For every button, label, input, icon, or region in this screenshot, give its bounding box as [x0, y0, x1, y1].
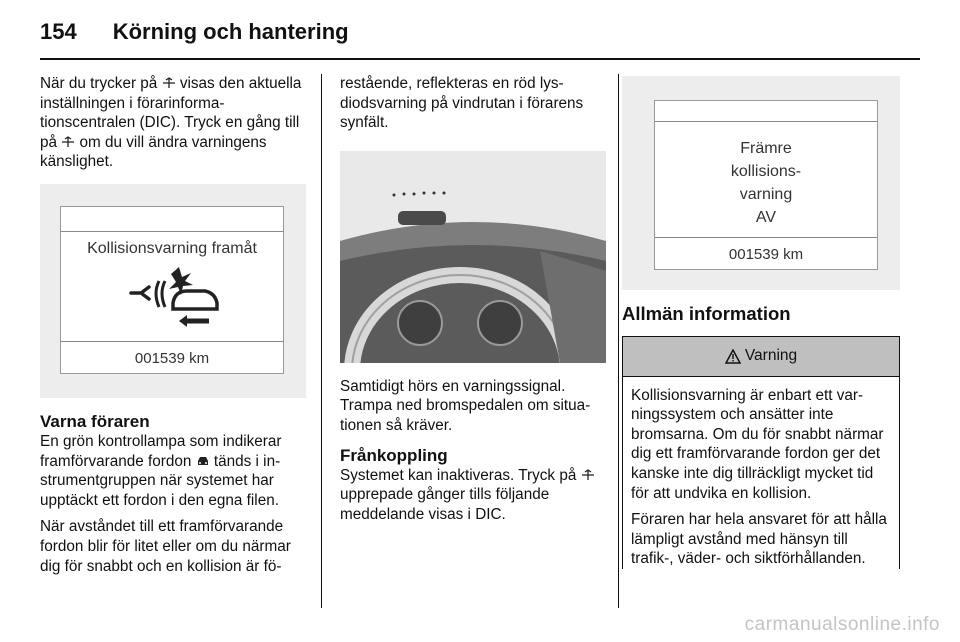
- deactivate-paragraph: Systemet kan inaktiveras. Tryck på upprepade gånger tills följande meddelande visas i DIC.: [340, 466, 606, 525]
- screen-title: Kollisionsvarning framåt: [87, 239, 257, 257]
- distance-paragraph: När avståndet till ett framförvarande fordon blir för litet eller om du närmar dig för snabbt och en kollision är fö-: [40, 518, 291, 575]
- steering-wheel-button-icon: [61, 136, 75, 148]
- intro-paragraph: När du trycker på visas den aktuella inställningen i förarinformationscentralen (DIC). Tryck en gång till på om du vill ändra varningens känslighet.: [40, 75, 302, 171]
- screen-line-2: kollisions-: [730, 163, 802, 180]
- watermark: carmanualsonline.info: [744, 614, 940, 635]
- collision-warning-car-icon: [125, 263, 225, 327]
- warning-header: [623, 337, 899, 377]
- warning-title: Varning: [744, 347, 798, 365]
- column-3: [622, 74, 902, 576]
- dic-screen-off: [654, 100, 878, 270]
- led-paragraph: restående, reflekteras en röd lysdiodsvarning på vindrutan i förarens synfält.: [340, 75, 584, 132]
- column-1: [40, 74, 306, 583]
- page-number: 154: [40, 19, 77, 44]
- dic-screen: [60, 206, 284, 374]
- steering-wheel-button-icon: [581, 469, 595, 481]
- section-heading-varna: Varna föraren: [40, 411, 150, 431]
- page-title: Körning och hantering: [112, 19, 349, 44]
- signal-paragraph: Samtidigt hörs en varningssignal. Trampa ned bromspedalen om situationen så kräver.: [340, 377, 591, 434]
- steering-wheel-button-icon: [162, 77, 176, 89]
- warning-paragraph-2: Föraren har hela ansvaret för att hålla lämpligt avstånd med hänsyn till trafik-, väder- och siktförhållanden.: [631, 511, 887, 568]
- warning-triangle-icon: [725, 349, 741, 364]
- column-divider-1: [321, 74, 322, 608]
- screen-line-1: Främre: [740, 140, 792, 157]
- odometer-reading: 001539 km: [728, 246, 804, 263]
- dic-display-figure: [40, 184, 306, 398]
- dashboard-photo: [340, 151, 606, 363]
- header-divider: [40, 58, 920, 60]
- page-header: [40, 12, 349, 52]
- screen-line-3: varning: [739, 186, 793, 203]
- column-divider-2: [618, 74, 619, 608]
- screen-line-4: AV: [755, 209, 777, 226]
- car-front-icon: [196, 455, 210, 467]
- warning-box: [622, 336, 900, 569]
- odometer-reading: 001539 km: [134, 349, 210, 367]
- dic-off-figure: [622, 76, 900, 290]
- indicator-paragraph: En grön kontrollampa som indikerar framförvarande fordon tänds i instrumentgruppen när systemet har upptäckt ett fordon i den egna filen.: [40, 432, 282, 509]
- warning-paragraph-1: Kollisionsvarning är enbart ett varningssystem och ansätter inte bromsarna. Om du för snabbt närmar dig ett framförvarande fordon ger det kanske inte dig tillräckligt mycket tid för att undvika en kollision.: [631, 386, 884, 502]
- column-2: [340, 74, 606, 531]
- section-heading-general: Allmän information: [622, 303, 791, 324]
- section-heading-franskoppling: Frånkoppling: [340, 445, 448, 465]
